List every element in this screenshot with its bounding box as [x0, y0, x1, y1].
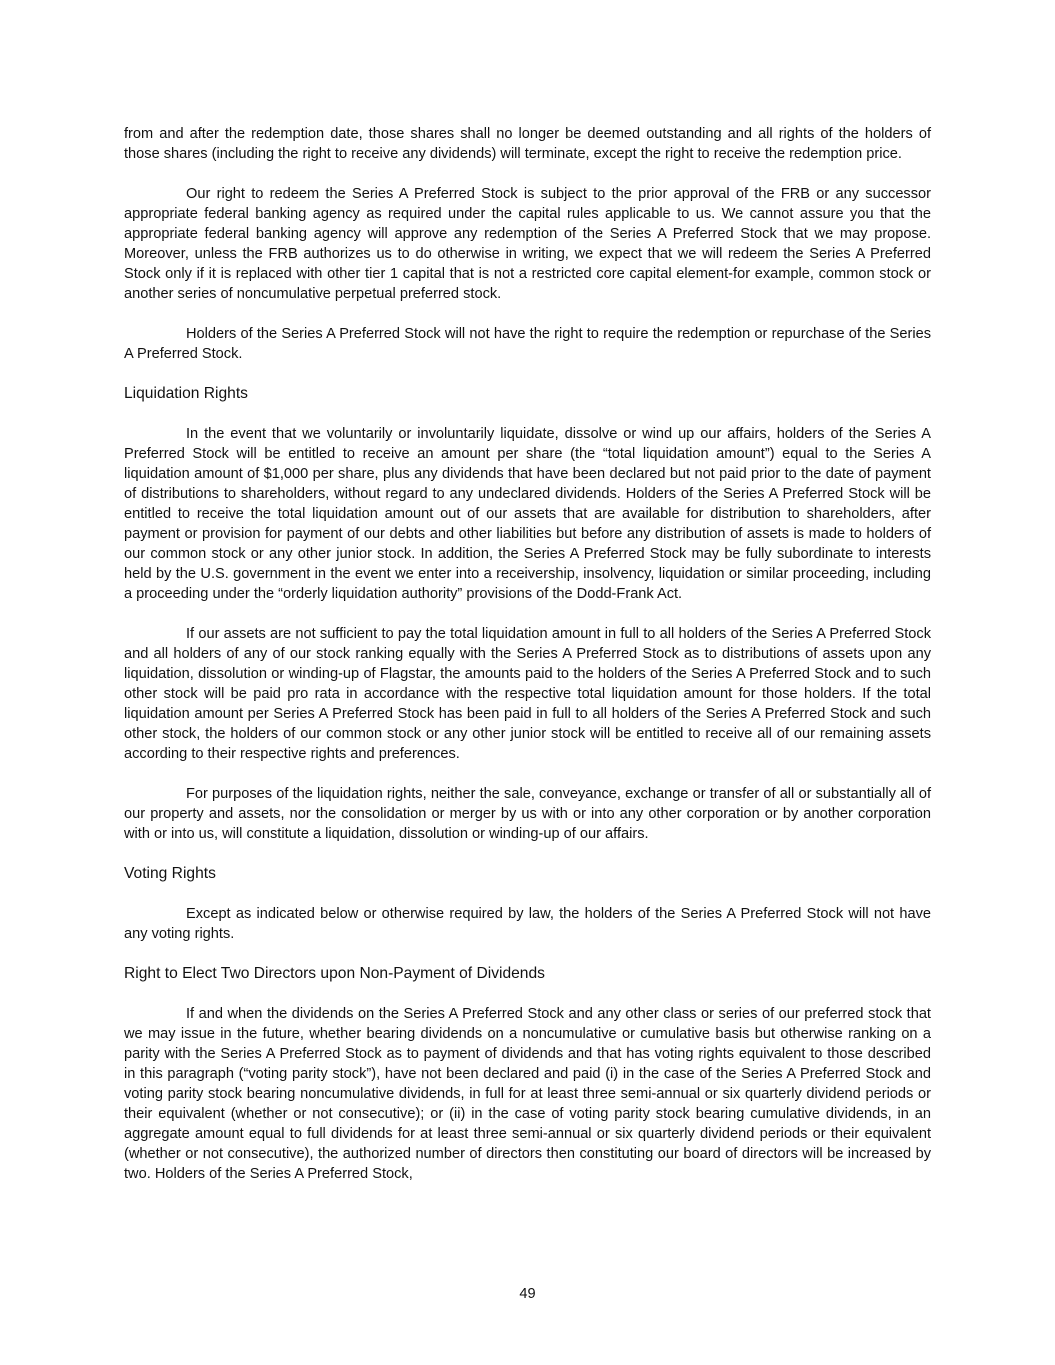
paragraph-liquidation-event: In the event that we voluntarily or involuntarily liquidate, dissolve or wind up our affairs, holders of the Series A Preferred Stock will be entitled to receive an amount per share (the “total liquidation amount”) equal to the Series A liquidation amount of $1,000 per share, plus any dividends that have been declared but not paid prior to the date of payment of distributions to shareholders, without regard to any undeclared dividends. Holders of the Series A Preferred Stock will be entitled to receive the total liquidation amount out of our assets that are available for distribution to shareholders, after payment or provision for payment of our debts and other liabilities but before any distribution of assets is made to holders of our common stock or any other junior stock. In addition, the Series A Preferred Stock may be fully subordinate to interests held by the U.S. government in the event we enter into a receivership, insolvency, liquidation or similar proceeding, including a proceeding under the “orderly liquidation authority” provisions of the Dodd-Frank Act. — [124, 426, 931, 602]
heading-voting-rights: Voting Rights — [124, 865, 216, 882]
paragraph-liquidation-purposes: For purposes of the liquidation rights, neither the sale, conveyance, exchange or transfer of all or substantially all of our property and assets, nor the consolidation or merger by us with or into any other corporation or by another corporation with or into us, will constitute a liquidation, dissolution or winding-up of our affairs. — [124, 786, 931, 842]
paragraph-voting-rights: Except as indicated below or otherwise required by law, the holders of the Series A Preferred Stock will not have any voting rights. — [124, 906, 931, 942]
paragraph-redemption-continued: from and after the redemption date, those shares shall no longer be deemed outstanding and all rights of the holders of those shares (including the right to receive any dividends) will terminate, except the right to receive the redemption price. — [124, 126, 931, 162]
document-page — [124, 124, 931, 1204]
paragraph-right-to-redeem: Our right to redeem the Series A Preferred Stock is subject to the prior approval of the FRB or any successor appropriate federal banking agency as required under the capital rules applicable to us. We cannot assure you that the appropriate federal banking agency will approve any redemption of the Series A Preferred Stock that we may propose. Moreover, unless the FRB authorizes us to do otherwise in writing, we expect that we will redeem the Series A Preferred Stock only if it is replaced with other tier 1 capital that is not a restricted core capital element-for example, common stock or another series of noncumulative perpetual preferred stock. — [124, 186, 931, 302]
paragraph-elect-directors: If and when the dividends on the Series A Preferred Stock and any other class or series of our preferred stock that we may issue in the future, whether bearing dividends on a noncumulative or cumulative basis but otherwise ranking on a parity with the Series A Preferred Stock as to payment of dividends and that has voting rights equivalent to those described in this paragraph (“voting parity stock”), have not been declared and paid (i) in the case of the Series A Preferred Stock and voting parity stock bearing noncumulative dividends, in full for at least three semi-annual or six quarterly dividend periods or their equivalent (whether or not consecutive); or (ii) in the case of voting parity stock bearing cumulative dividends, in an aggregate amount equal to full dividends for at least three semi-annual or six quarterly dividend periods or their equivalent (whether or not consecutive), the authorized number of directors then constituting our board of directors will be increased by two. Holders of the Series A Preferred Stock, — [124, 1006, 931, 1182]
paragraph-insufficient-assets: If our assets are not sufficient to pay the total liquidation amount in full to all holders of the Series A Preferred Stock and all holders of any of our stock ranking equally with the Series A Preferred Stock as to distributions of assets upon any liquidation, dissolution or winding-up of Flagstar, the amounts paid to the holders of the Series A Preferred Stock and to such other stock will be paid pro rata in accordance with the respective total liquidation amount for those holders. If the total liquidation amount per Series A Preferred Stock has been paid in full to all holders of the Series A Preferred Stock and such other stock, the holders of our common stock or any other junior stock will be entitled to receive all of our remaining assets according to their respective rights and preferences. — [124, 626, 931, 762]
heading-right-to-elect-directors: Right to Elect Two Directors upon Non-Payment of Dividends — [124, 965, 545, 982]
heading-liquidation-rights: Liquidation Rights — [124, 385, 248, 402]
paragraph-no-redemption-right: Holders of the Series A Preferred Stock will not have the right to require the redemption or repurchase of the Series A Preferred Stock. — [124, 326, 931, 362]
page-number: 49 — [519, 1286, 536, 1302]
